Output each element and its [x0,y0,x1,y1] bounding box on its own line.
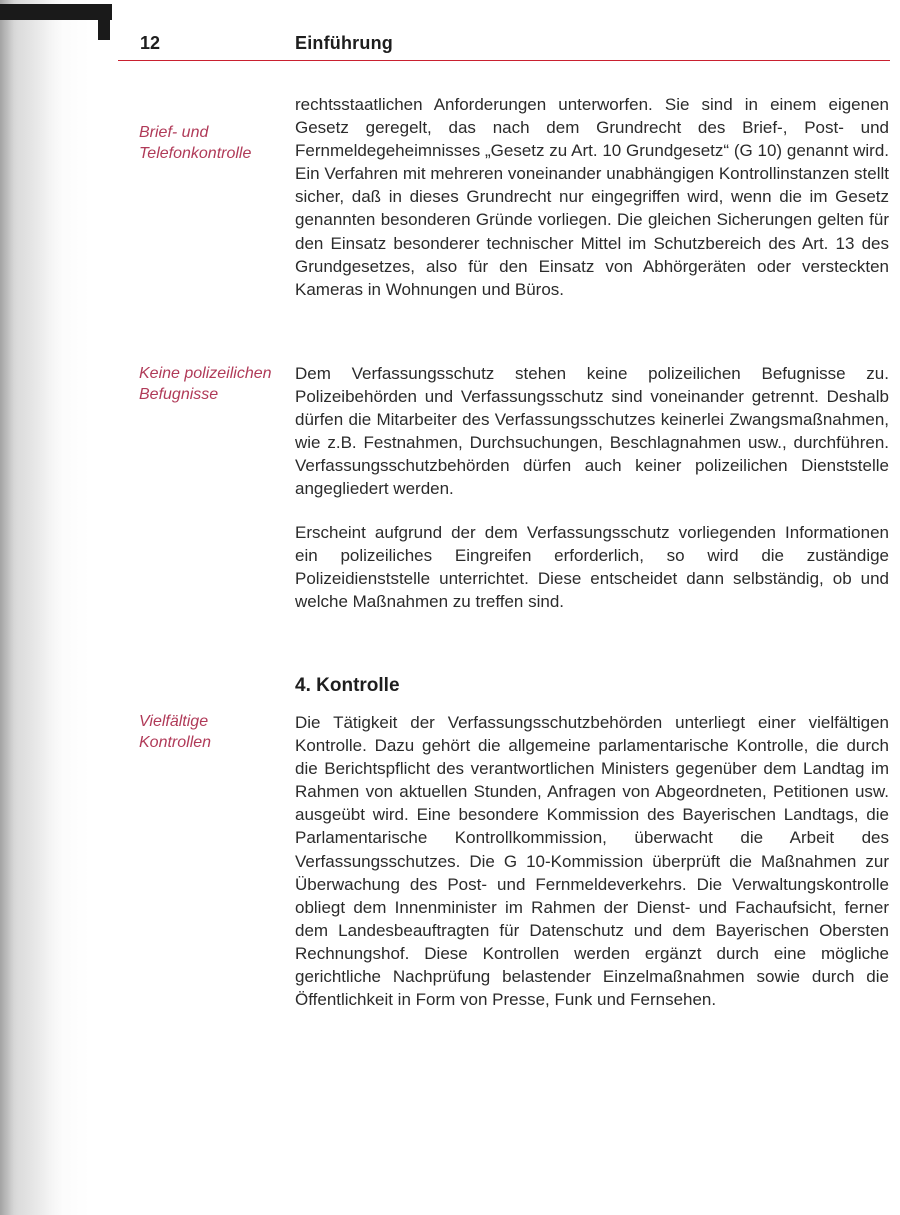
section-heading [295,675,400,697]
section-number: 4. [295,675,311,696]
margin-note-keine-befugnisse: Keine polizeilichen Befugnisse [139,365,272,403]
margin-note-brief-telefon: Brief- und Telefonkontrolle [139,124,252,162]
paragraph-g10: rechtsstaatlichen Anforderungen unterworfen. Sie sind in einem eigenen Gesetz geregelt, das nach dem Grundrecht des Brief-, Post- und Fernmeldegeheimnisses „Gesetz zu Art. 10 Grundgesetz“ (G 10) genannt wird. Ein Verfahren mit mehreren voneinander unabhängigen Kontrollinstanzen stellt sicher, daß in dieses Grundrecht nur eingegriffen wird, wenn die im Gesetz genannten besonderen Gründe vorliegen. Die gleichen Sicherungen gelten für den Einsatz besonderer technischer Mittel im Schutzbereich des Art. 13 des Grundgesetzes, also für den Einsatz von Abhörgeräten oder versteckten Kameras in Wohnungen und Büros. [295,95,889,299]
paragraph-polizeiliches-eingreifen: Erscheint aufgrund der dem Verfassungsschutz vorliegenden Informationen ein polizeiliches Eingreifen erforderlich, so wird die zuständige Polizeidienststelle unterrichtet. Diese entscheidet dann selbständig, ob und welche Maßnahmen zu treffen sind. [295,523,889,612]
running-title: Einführung [295,33,393,53]
margin-note-vielfaeltige-kontrollen: Vielfältige Kontrollen [139,713,212,751]
paragraph-kontrolle: Die Tätigkeit der Verfassungsschutzbehörden unterliegt einer vielfältigen Kontrolle. Dazu gehört die allgemeine parlamentarische Kontrolle, die durch die Berichtspflicht des verantwortlichen Ministers gegenüber dem Landtag im Rahmen von aktuellen Stunden, Anfragen von Abgeordneten, Petitionen usw. ausgeübt wird. Eine besondere Kommission des Bayerischen Landtags, die Parlamentarische Kontrollkommission, überwacht die Arbeit des Verfassungsschutzes. Die G 10-Kommission überprüft die Maßnahmen zur Überwachung des Post- und Fernmeldeverkehrs. Die Verwaltungskontrolle obliegt dem Innenminister im Rahmen der Dienst- und Fachaufsicht, ferner dem Landesbeauftragten für Datenschutz und dem Bayerischen Obersten Rechnungshof. Diese Kontrollen werden ergänzt durch eine mögliche gerichtliche Nachprüfung belastender Einzelmaßnahmen sowie durch die Öffentlichkeit in Form von Presse, Funk und Fernsehen. [295,713,889,1010]
section-title: Kontrolle [316,675,400,696]
header-rule [118,60,890,61]
paragraph-keine-befugnisse: Dem Verfassungsschutz stehen keine polizeilichen Befugnisse zu. Polizeibehörden und Verfassungsschutz sind voneinander getrennt. Deshalb dürfen die Mitarbeiter des Verfassungsschutzes keinerlei Zwangsmaßnahmen, wie z.B. Festnahmen, Durchsuchungen, Beschlagnahmen usw., durchführen. Verfassungsschutzbehörden dürfen auch keiner polizeilichen Dienststelle angegliedert werden. [295,364,889,499]
page-gutter [0,0,62,1215]
scan-corner-mark [0,4,112,20]
page-number: 12 [140,33,161,53]
scan-corner-mark-vertical [98,4,110,40]
